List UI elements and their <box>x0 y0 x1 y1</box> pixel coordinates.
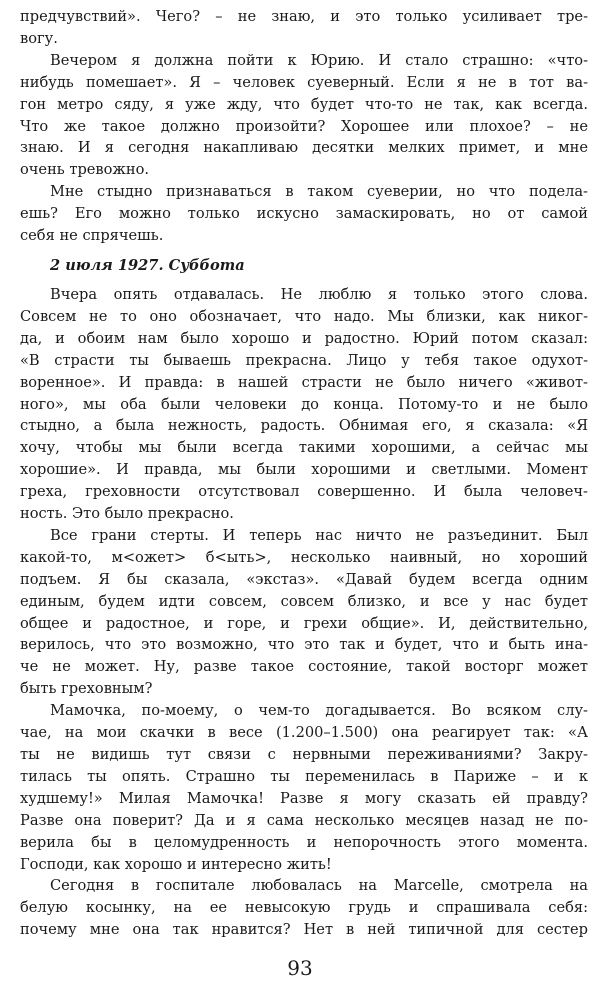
text-line: Вечером я должна пойти к Юрию. И стало страшно: «что- <box>50 51 588 69</box>
text-line: Сегодня в госпитале любовалась на Marcelle, смотрела на <box>50 877 588 895</box>
text-line: себя не спрячешь. <box>20 227 164 245</box>
document-page <box>20 6 588 941</box>
paragraph-1 <box>20 50 588 181</box>
text-line: Мне стыдно признаваться в таком суеверии, но что подела- <box>50 183 588 201</box>
text-line: какой-то, м<ожет> б<ыть>, несколько наивный, но хороший <box>20 548 588 566</box>
text-line: ность. Это было прекрасно. <box>20 505 234 523</box>
text-line: единым, будем идти совсем, совсем близко, и все у нас будет <box>20 592 588 610</box>
text-line: тилась ты опять. Страшно ты переменилась в Париже – и к <box>20 767 588 785</box>
text-line: быть греховным? <box>20 680 153 698</box>
text-line: воренное». И правда: в нашей страсти не было ничего «живот- <box>20 373 588 391</box>
text-line: Все грани стерты. И теперь нас ничто не разъединит. Был <box>50 526 588 544</box>
paragraph-5 <box>20 700 588 875</box>
text-line: вогу. <box>20 29 58 47</box>
paragraph-0 <box>20 6 588 50</box>
text-line: очень тревожно. <box>20 161 150 179</box>
text-line: общее и радостное, и горе, и грехи общие». И, действительно, <box>20 614 588 632</box>
text-line: чае, на мои скачки в весе (1.200–1.500) она реагирует так: «А <box>20 724 588 742</box>
paragraph-3 <box>20 284 588 525</box>
text-line: нибудь помешает». Я – человек суеверный. Если я не в тот ва- <box>20 73 588 91</box>
text-line: Вчера опять отдавалась. Не люблю я только этого слова. <box>50 285 588 303</box>
text-line: греха, греховности отсутствовал совершенно. И была человеч- <box>20 483 588 501</box>
entry-date-heading: 2 июля 1927. Суббота <box>50 256 245 274</box>
paragraph-4 <box>20 525 588 700</box>
text-line: Мамочка, по-моему, о чем-то догадывается. Во всяком слу- <box>50 702 588 720</box>
text-line: да, и обоим нам было хорошо и радостно. Юрий потом сказал: <box>20 329 588 347</box>
text-line: че не может. Ну, разве такое состояние, такой восторг может <box>20 658 588 676</box>
text-line: Совсем не то оно обозначает, что надо. Мы близки, как никог- <box>20 307 588 325</box>
text-line: худшему!» Милая Мамочка! Разве я могу сказать ей правду? <box>20 789 588 807</box>
text-line: ты не видишь тут связи с нервными переживаниями? Закру- <box>20 746 588 763</box>
text-line: гон метро сяду, я уже жду, что будет что-то не так, как всегда. <box>20 95 588 113</box>
page-number: 93 <box>287 956 313 980</box>
text-line: хочу, чтобы мы были всегда такими хорошими, а сейчас мы <box>20 439 588 457</box>
paragraph-2 <box>20 181 588 247</box>
text-line: хорошие». И правда, мы были хорошими и светлыми. Момент <box>20 461 588 479</box>
text-line: Что же такое должно произойти? Хорошее или плохое? – не <box>20 117 588 135</box>
text-line: подъем. Я бы сказала, «экстаз». «Давай будем всегда одним <box>20 570 588 588</box>
text-line: верилось, что это возможно, что это так и будет, что и быть ина- <box>20 636 588 654</box>
text-line: белую косынку, на ее невысокую грудь и спрашивала себя: <box>20 899 588 917</box>
text-line: ешь? Его можно только искусно замаскировать, но от самой <box>20 205 588 223</box>
text-line: почему мне она так нравится? Нет в ней типичной для сестер <box>20 921 588 939</box>
text-line: верила бы в целомудренность и непорочность этого момента. <box>20 833 588 851</box>
text-line: ного», мы оба были человеки до конца. Потому-то и не было <box>20 395 588 413</box>
text-line: знаю. И я сегодня накапливаю десятки мелких примет, и мне <box>20 139 588 157</box>
text-line: Господи, как хорошо и интересно жить! <box>20 855 332 873</box>
paragraph-6 <box>20 875 588 941</box>
text-line: «В страсти ты бываешь прекрасна. Лицо у тебя такое одухот- <box>20 351 588 369</box>
text-line: Разве она поверит? Да и я сама несколько месяцев назад не по- <box>20 811 588 829</box>
text-line: стыдно, а была нежность, радость. Обнимая его, я сказала: «Я <box>20 417 588 435</box>
text-line: предчувствий». Чего? – не знаю, и это только усиливает тре- <box>20 8 588 25</box>
